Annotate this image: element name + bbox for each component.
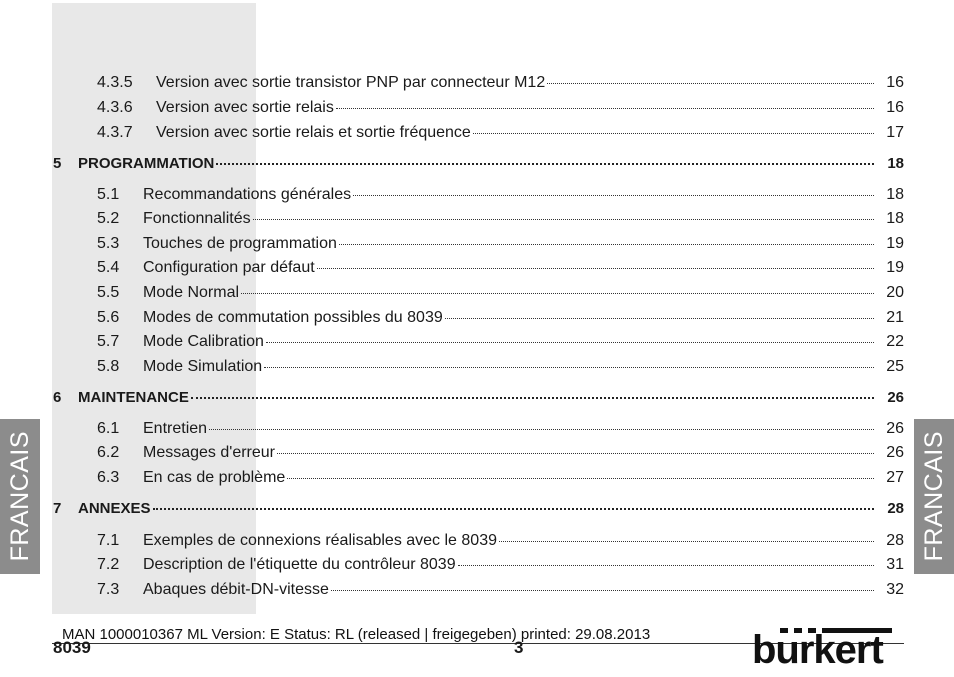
toc-title: Modes de commutation possibles du 8039 [143, 309, 443, 326]
language-tab-left [0, 419, 40, 574]
toc-number: 5.3 [97, 235, 120, 252]
toc-number: 4.3.7 [97, 124, 133, 141]
toc-title: Entretien [143, 420, 208, 437]
toc-page-number: 28 [886, 532, 904, 549]
toc-dot-leader [445, 318, 874, 319]
toc-title: Mode Simulation [143, 358, 263, 375]
toc-title-group [143, 186, 876, 204]
toc-title-group [143, 210, 876, 228]
language-tab-label: FRANCAIS [919, 431, 948, 562]
toc-number: 5.2 [97, 210, 120, 227]
toc-page-number: 16 [886, 99, 904, 116]
toc-number: 5.8 [97, 358, 120, 375]
toc-title: Version avec sortie relais et sortie fréquence [156, 124, 471, 141]
toc-dot-leader [499, 541, 874, 542]
toc-page-number: 17 [886, 124, 904, 141]
toc-page-number: 32 [886, 581, 904, 598]
toc-title-group [143, 444, 876, 462]
toc-number: 5.1 [97, 186, 120, 203]
toc-title-group [143, 333, 876, 351]
toc-title-group [143, 556, 876, 574]
toc-page-number: 26 [887, 389, 904, 406]
document-info-line: MAN 1000010367 ML Version: E Status: RL (released | freigegeben) printed: 29.08.2013 [62, 626, 651, 643]
toc-dot-leader [339, 244, 874, 245]
toc-title-group [78, 500, 876, 517]
toc-title-group [143, 532, 876, 550]
toc-title: Fonctionnalités [143, 210, 251, 227]
toc-title: Exemples de connexions réalisables avec le 8039 [143, 532, 497, 549]
toc-title: ANNEXES [78, 500, 151, 517]
toc-number: 7 [53, 500, 62, 517]
toc-number: 5.7 [97, 333, 120, 350]
toc-dot-leader [277, 453, 874, 454]
toc-page-number: 31 [886, 556, 904, 573]
toc-number: 5 [53, 155, 62, 172]
toc-dot-leader [317, 268, 874, 269]
toc-title: PROGRAMMATION [78, 155, 215, 172]
toc-title: MAINTENANCE [78, 389, 189, 406]
toc-page-number: 20 [886, 284, 904, 301]
toc-number: 5.4 [97, 259, 120, 276]
toc-title-group [143, 420, 876, 438]
toc-page-number: 18 [886, 186, 904, 203]
toc-title-group [156, 124, 876, 142]
toc-page-number: 27 [886, 469, 904, 486]
toc-dot-leader [266, 342, 874, 343]
toc-dot-leader [458, 565, 874, 566]
toc-page-number: 18 [886, 210, 904, 227]
toc-dot-leader [287, 478, 874, 479]
toc-title-group [143, 469, 876, 487]
toc-dot-leader [336, 108, 874, 109]
language-tab-label: FRANCAIS [5, 431, 34, 562]
toc-title-group [156, 99, 876, 117]
toc-title-group [78, 389, 876, 406]
toc-dot-leader [473, 133, 874, 134]
toc-page-number: 25 [886, 358, 904, 375]
page-number: 3 [514, 638, 524, 657]
toc-number: 6 [53, 389, 62, 406]
toc-title: Mode Normal [143, 284, 240, 301]
toc-title-group [143, 284, 876, 302]
toc-number: 7.2 [97, 556, 120, 573]
toc-title: Version avec sortie relais [156, 99, 334, 116]
toc-dot-leader [331, 590, 874, 591]
language-tab-right [914, 419, 954, 574]
toc-title: Mode Calibration [143, 333, 264, 350]
toc-dot-leader [241, 293, 874, 294]
toc-title: Recommandations générales [143, 186, 352, 203]
toc-page-number: 26 [886, 420, 904, 437]
toc-page-number: 19 [886, 259, 904, 276]
toc-title: Messages d'erreur [143, 444, 275, 461]
toc-dot-leader [153, 508, 874, 510]
burkert-logo [752, 628, 904, 670]
toc-title-group [143, 309, 876, 327]
toc-number: 5.5 [97, 284, 120, 301]
toc-number: 6.2 [97, 444, 120, 461]
toc-title: Configuration par défaut [143, 259, 315, 276]
toc-title-group [143, 358, 876, 376]
toc-dot-leader [264, 367, 874, 368]
toc-number: 4.3.6 [97, 99, 133, 116]
toc-page-number: 19 [886, 235, 904, 252]
toc-number: 6.3 [97, 469, 120, 486]
toc-dot-leader [353, 195, 874, 196]
toc-title: Version avec sortie transistor PNP par connecteur M12 [156, 74, 546, 91]
logo-wordmark: burkert [752, 628, 883, 672]
toc-page-number: 28 [887, 500, 904, 517]
toc-number: 6.1 [97, 420, 120, 437]
toc-title-group [143, 259, 876, 277]
toc-dot-leader [547, 83, 874, 84]
toc-dot-leader [253, 219, 874, 220]
toc-title-group [156, 74, 876, 92]
toc-page-number: 26 [886, 444, 904, 461]
product-number: 8039 [53, 638, 91, 657]
toc-number: 5.6 [97, 309, 120, 326]
toc-title: En cas de problème [143, 469, 286, 486]
toc-number: 7.1 [97, 532, 120, 549]
toc-page-number: 22 [886, 333, 904, 350]
toc-dot-leader [216, 163, 874, 165]
toc-title-group [143, 581, 876, 599]
toc-title-group [78, 155, 876, 172]
toc-number: 7.3 [97, 581, 120, 598]
toc-page-number: 18 [887, 155, 904, 172]
toc-dot-leader [209, 429, 874, 430]
toc-title: Abaques débit-DN-vitesse [143, 581, 329, 598]
toc-number: 4.3.5 [97, 74, 133, 91]
toc-page-number: 21 [886, 309, 904, 326]
toc-page-number: 16 [886, 74, 904, 91]
toc-title: Description de l'étiquette du contrôleur 8039 [143, 556, 456, 573]
toc-title-group [143, 235, 876, 253]
toc-dot-leader [191, 397, 874, 399]
toc-title: Touches de programmation [143, 235, 337, 252]
